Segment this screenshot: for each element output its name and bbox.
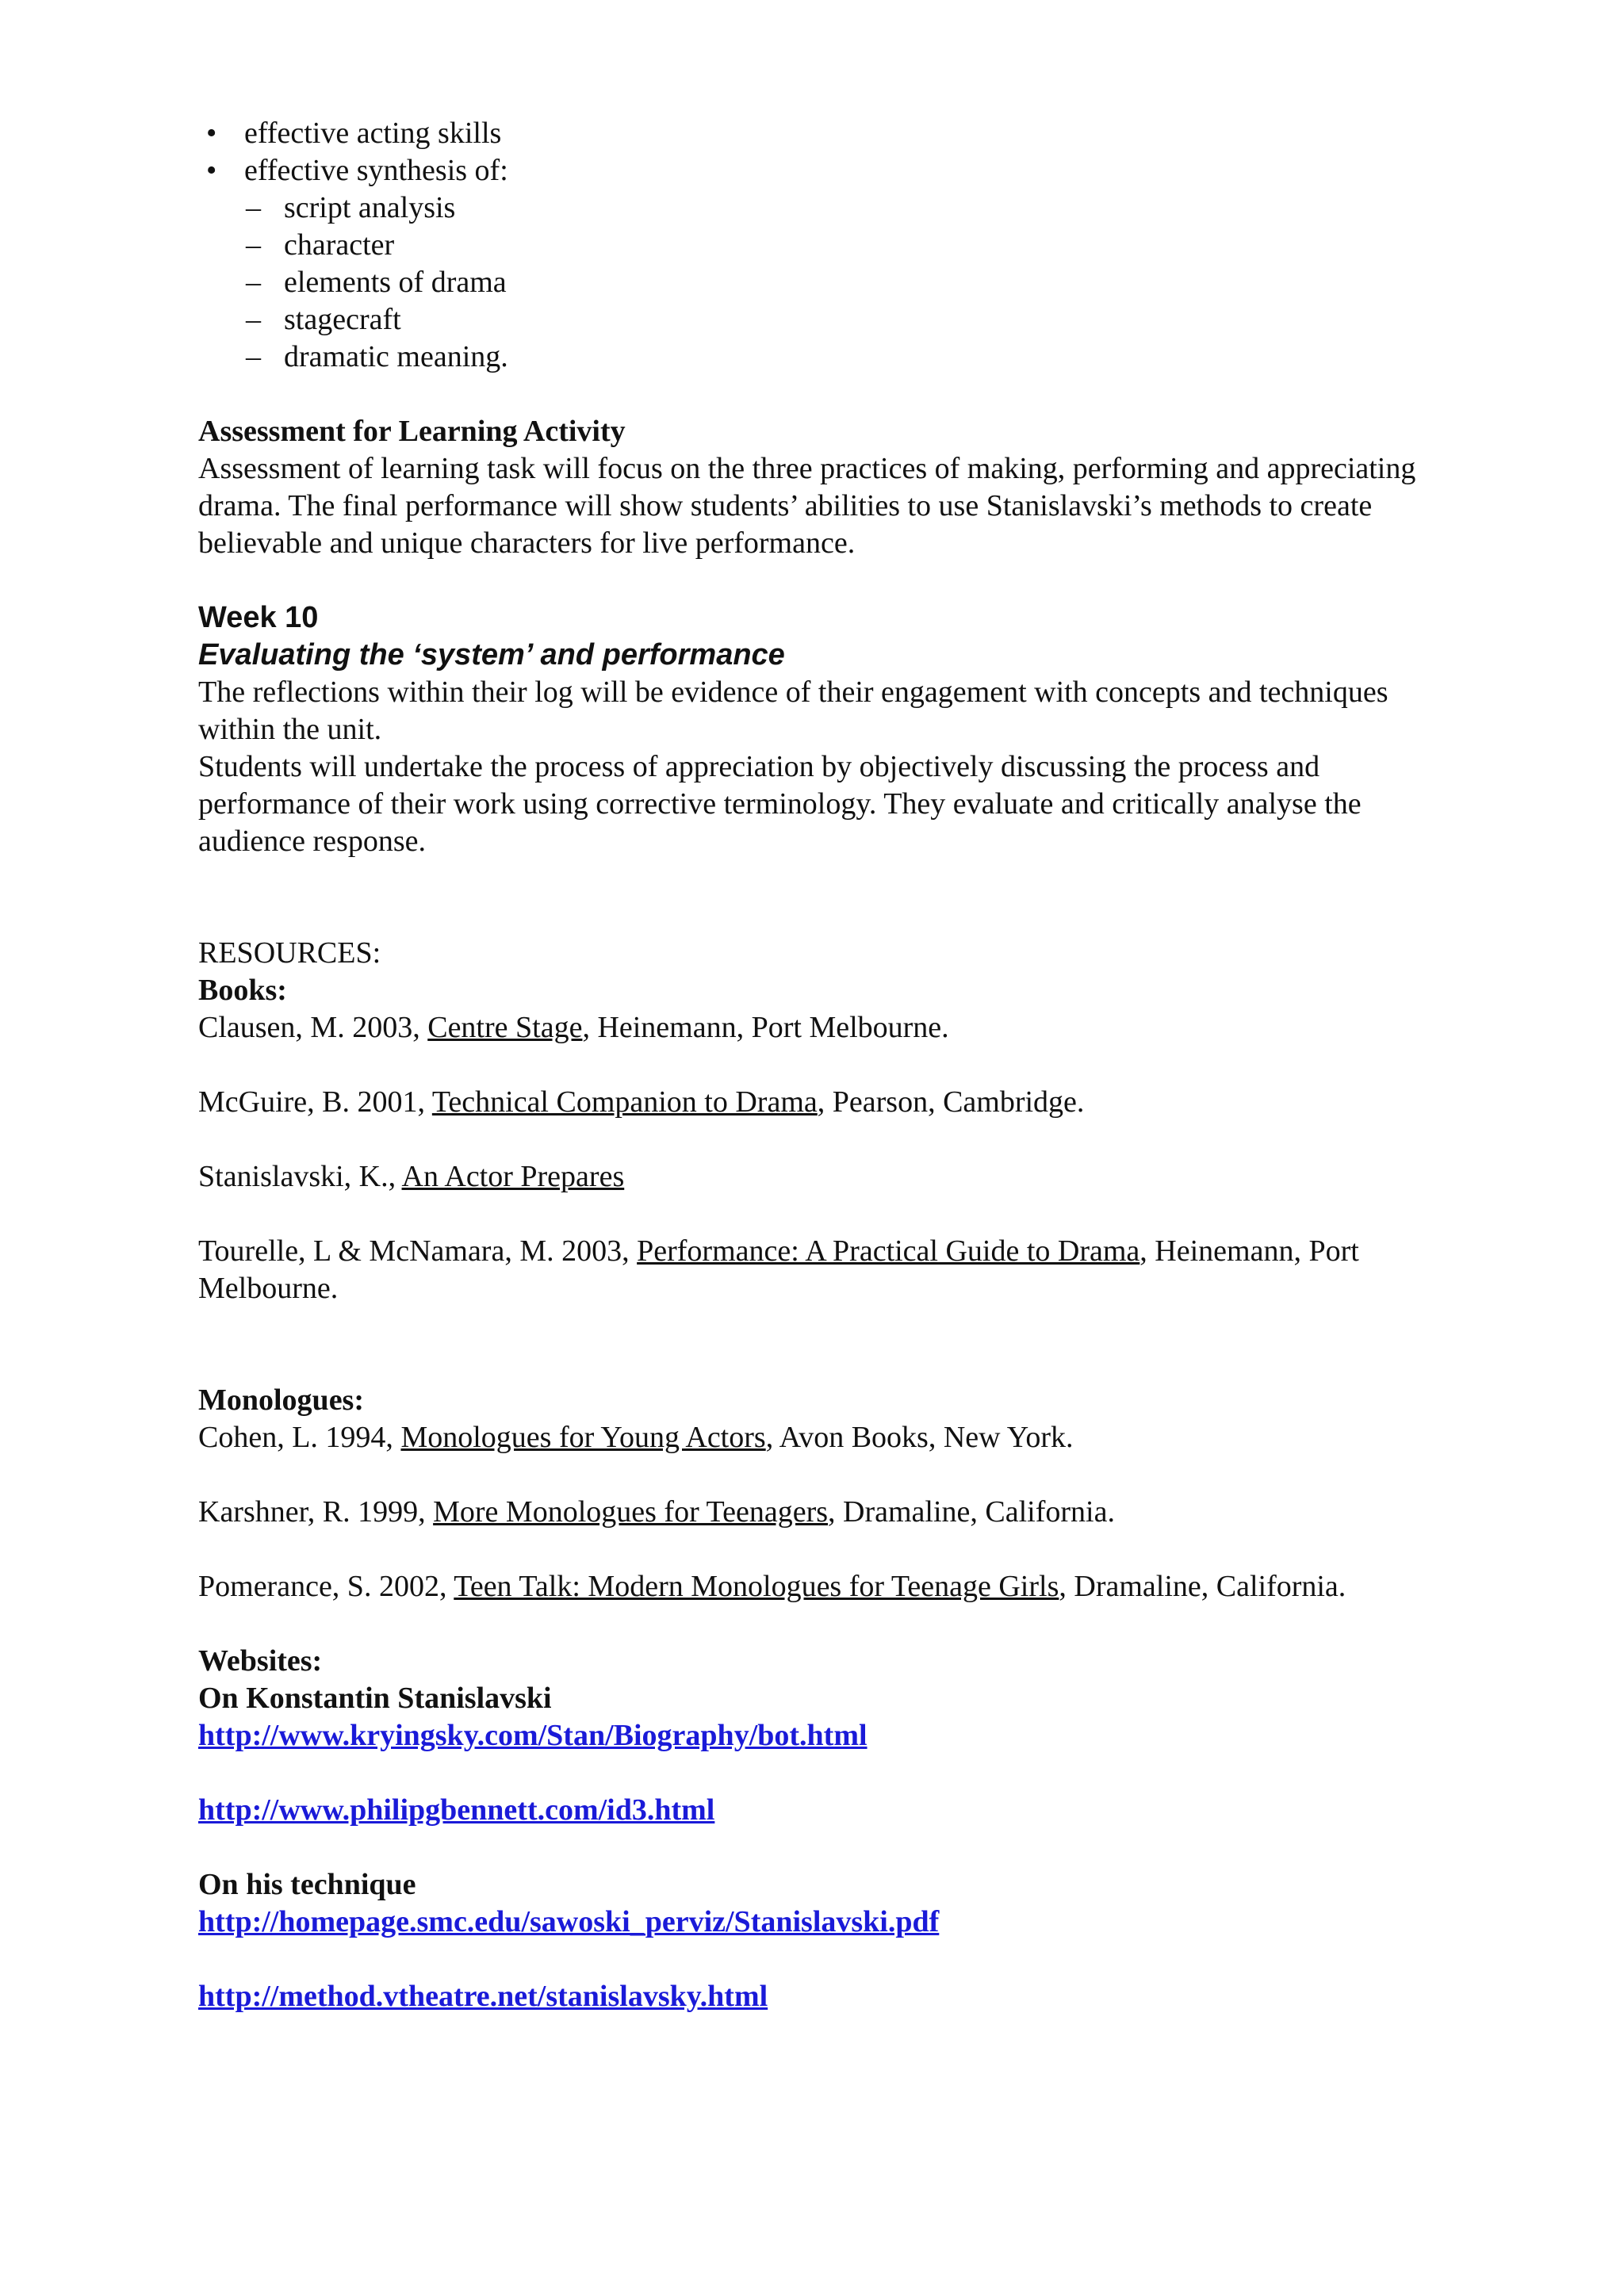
dash-glyph: – — [246, 303, 261, 336]
sub-list-item — [198, 264, 1435, 301]
ref-author: McGuire, B. 2001, — [198, 1085, 432, 1119]
dash-glyph: – — [246, 228, 261, 262]
list-item — [198, 152, 1435, 189]
website-link[interactable]: http://www.kryingsky.com/Stan/Biography/bot.html — [198, 1719, 868, 1752]
ref-publisher: , Dramaline, California. — [1059, 1570, 1346, 1603]
book-reference — [198, 1084, 1435, 1121]
ref-title: Performance: A Practical Guide to Drama — [637, 1234, 1140, 1268]
dash-glyph: – — [246, 266, 261, 299]
ref-publisher: , Heinemann, Port Melbourne. — [198, 1234, 1359, 1305]
ref-author: Cohen, L. 1994, — [198, 1421, 401, 1454]
ref-author: Tourelle, L & McNamara, M. 2003, — [198, 1234, 638, 1268]
ref-title: Technical Companion to Drama — [431, 1085, 818, 1119]
week-title: Week 10 — [198, 601, 319, 634]
assessment-heading: Assessment for Learning Activity — [198, 415, 626, 448]
ref-author: Pomerance, S. 2002, — [198, 1570, 454, 1603]
ref-author: Karshner, R. 1999, — [198, 1495, 434, 1529]
bullet-glyph: • — [206, 154, 217, 187]
dash-glyph: – — [246, 340, 261, 373]
ref-publisher: , Dramaline, California. — [828, 1495, 1115, 1529]
ref-author: Stanislavski, K., — [198, 1160, 402, 1193]
assessment-text: Assessment of learning task will focus on the three practices of making, performing and appreciating drama. The final performance will show students’ abilities to use Stanislavski’s methods to create believable and unique characters for live performance. — [198, 452, 1416, 560]
book-reference — [198, 1233, 1435, 1307]
ref-publisher: , Avon Books, New York. — [765, 1421, 1074, 1454]
sub-list-item-text: character — [284, 228, 395, 262]
sub-list-item-text: elements of drama — [284, 266, 507, 299]
website-link[interactable]: http://homepage.smc.edu/sawoski_perviz/Stanislavski.pdf — [198, 1905, 940, 1938]
document-page — [198, 115, 1435, 2015]
book-reference — [198, 1009, 1435, 1047]
bullet-glyph: • — [206, 117, 217, 150]
ref-title: Teen Talk: Modern Monologues for Teenage Girls — [454, 1570, 1059, 1603]
ref-title: Centre Stage — [427, 1011, 583, 1044]
resources-label: RESOURCES: — [198, 936, 381, 970]
books-heading: Books: — [198, 974, 287, 1007]
book-reference — [198, 1158, 1435, 1196]
monologue-reference — [198, 1494, 1435, 1531]
monologue-reference — [198, 1568, 1435, 1605]
list-item-text: effective synthesis of: — [244, 154, 508, 187]
week-subtitle: Evaluating the ‘system’ and performance — [198, 638, 785, 672]
ref-title: An Actor Prepares — [401, 1160, 625, 1193]
website-link[interactable]: http://method.vtheatre.net/stanislavsky.html — [198, 1980, 768, 2013]
ref-publisher: , Heinemann, Port Melbourne. — [582, 1011, 949, 1044]
sub-list-item-text: stagecraft — [284, 303, 401, 336]
list-item — [198, 115, 1435, 152]
sub-list-item — [198, 339, 1435, 376]
ref-title: More Monologues for Teenagers — [433, 1495, 829, 1529]
sub-list-item-text: script analysis — [284, 191, 456, 224]
on-technique-heading: On his technique — [198, 1868, 416, 1901]
monologues-heading: Monologues: — [198, 1383, 364, 1417]
sub-list-item-text: dramatic meaning. — [284, 340, 508, 373]
week-paragraph-1: The reflections within their log will be evidence of their engagement with concepts and techniques within the unit. — [198, 675, 1388, 746]
sub-list-item — [198, 227, 1435, 264]
week-paragraph-2: Students will undertake the process of appreciation by objectively discussing the process and performance of their work using corrective terminology. They evaluate and critically analyse the audience response. — [198, 750, 1362, 858]
dash-glyph: – — [246, 191, 261, 224]
list-item-text: effective acting skills — [244, 117, 502, 150]
ref-publisher: , Pearson, Cambridge. — [817, 1085, 1085, 1119]
sub-list-item — [198, 301, 1435, 339]
websites-heading: Websites: — [198, 1644, 323, 1678]
ref-title: Monologues for Young Actors — [400, 1421, 766, 1454]
sub-list-item — [198, 189, 1435, 227]
on-stanislavski-heading: On Konstantin Stanislavski — [198, 1682, 552, 1715]
bullet-list — [198, 115, 1435, 189]
ref-author: Clausen, M. 2003, — [198, 1011, 428, 1044]
monologue-reference — [198, 1419, 1435, 1456]
website-link[interactable]: http://www.philipgbennett.com/id3.html — [198, 1793, 715, 1827]
sub-list — [198, 189, 1435, 376]
